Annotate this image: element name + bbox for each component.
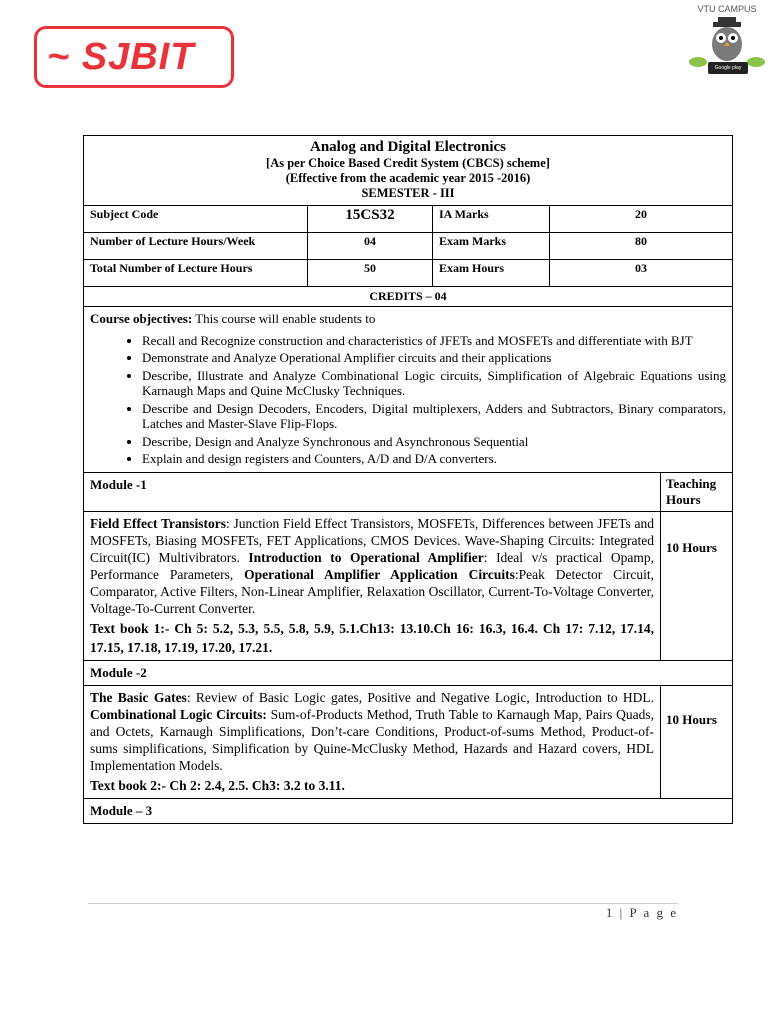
list-item: • Demonstrate and Analyze Operational Amplifier circuits and their applications <box>142 350 726 366</box>
module-text: Sum-of-Products Method, Truth Table to Karnaugh Map, Pairs Quads, and Octets, Karnaugh Simplifications, Don’t-care Conditions, Product-of-sums Method, Product-of-sums simplifications, Simplification by Quine-McClusky Method, Hazards and Hazard covers, HDL Implementation Models. <box>90 706 655 773</box>
module-1-hours: 10 Hours <box>660 512 732 660</box>
info-value: 03 <box>550 260 733 287</box>
module-text: :Peak Detector Circuit, Comparator, Active Filters, Non-Linear Amplifier, Relaxation Oscillator, Current-To-Voltage Converter, Voltage-To-Current Converter. <box>90 566 655 616</box>
vtu-campus-badge <box>686 2 768 80</box>
module-text: : Junction Field Effect Transistors, MOSFETs, Differences between JFETs and MOSFETs, Biasing MOSFETs, FET Applications, CMOS Devices. Wave-Shaping Circuits: Integrated Circuit(IC) Multivibrators. <box>90 515 655 565</box>
module-3-heading-row <box>84 799 732 823</box>
footer-divider <box>88 903 678 904</box>
vtu-campus-title: VTU CAMPUS <box>697 4 757 14</box>
credits-row: CREDITS – 04 <box>84 287 732 307</box>
semester-line: SEMESTER - III <box>361 186 455 200</box>
module-1-textbook: Text book 1:- Ch 5: 5.2, 5.3, 5.5, 5.8, 5.9, 5.1.Ch13: 13.10.Ch 16: 16.3, 16.4. Ch 17: 7.12, 17.14, 17.15, 17.18, 17.19, 17.20, 17.21. <box>90 620 654 655</box>
topic-combinational-logic: Combinational Logic Circuits: <box>90 706 267 722</box>
objectives-label: Course objectives: <box>90 311 193 326</box>
module-text: : Ideal v/s practical Opamp, Performance Parameters, <box>90 549 654 582</box>
info-label: Total Number of Lecture Hours <box>84 260 308 287</box>
course-title: Analog and Digital Electronics <box>310 139 506 155</box>
info-label: Subject Code <box>84 206 308 233</box>
page-number: 1 | P a g e <box>605 905 678 920</box>
module-3-heading: Module – 3 <box>90 802 153 818</box>
info-label: Exam Hours <box>433 260 550 287</box>
topic-basic-gates: The Basic Gates <box>90 689 187 705</box>
syllabus-header <box>84 136 732 206</box>
effective-year-line: (Effective from the academic year 2015 -2016) <box>285 171 531 185</box>
table-row <box>84 260 732 287</box>
list-item: • Recall and Recognize construction and characteristics of JFETs and MOSFETs and differentiate with BJT <box>142 333 726 349</box>
module-2-heading: Module -2 <box>90 664 147 680</box>
logo-text: ~ SJBIT <box>47 35 195 78</box>
module-2-hours: 10 Hours <box>660 686 732 798</box>
module-1-content-row <box>84 512 732 661</box>
subject-code: 15CS32 <box>308 206 433 233</box>
topic-opamp-application-circuits: Operational Amplifier Application Circuits <box>244 566 515 582</box>
topic-operational-amplifier: Introduction to Operational Amplifier <box>248 549 484 565</box>
module-2-content-row <box>84 686 732 799</box>
module-2-content <box>84 686 660 798</box>
module-2-textbook: Text book 2:- Ch 2: 2.4, 2.5. Ch3: 3.2 to 3.11. <box>90 777 345 793</box>
objectives-list <box>90 333 726 467</box>
table-row <box>84 233 732 260</box>
objectives-intro: This course will enable students to <box>192 311 376 326</box>
list-item: • Explain and design registers and Counters, A/D and D/A converters. <box>142 451 726 467</box>
google-play-badge: Google play <box>708 62 748 74</box>
course-objectives <box>84 307 732 473</box>
topic-field-effect-transistors: Field Effect Transistors <box>90 515 226 531</box>
info-value: 80 <box>550 233 733 260</box>
info-label: Exam Marks <box>433 233 550 260</box>
info-label: Number of Lecture Hours/Week <box>84 233 308 260</box>
syllabus-document <box>83 135 733 824</box>
teaching-hours-label: Teaching Hours <box>660 473 732 511</box>
info-value: 50 <box>308 260 433 287</box>
module-1-content <box>84 512 660 660</box>
table-row <box>84 206 732 233</box>
list-item: • Describe, Design and Analyze Synchronous and Asynchronous Sequential <box>142 434 726 450</box>
sjbit-logo <box>34 26 234 88</box>
module-1-heading-row <box>84 473 732 512</box>
module-1-heading: Module -1 <box>90 476 147 492</box>
module-text: : Review of Basic Logic gates, Positive and Negative Logic, Introduction to HDL. <box>186 689 655 705</box>
module-2-heading-row <box>84 661 732 686</box>
info-value: 20 <box>550 206 733 233</box>
cbcs-line: [As per Choice Based Credit System (CBCS) scheme] <box>266 156 550 170</box>
list-item: • Describe and Design Decoders, Encoders, Digital multiplexers, Adders and Subtractors, Binary comparators, Latches and Master-Slave Flip-Flops. <box>142 401 726 432</box>
info-label: IA Marks <box>433 206 550 233</box>
course-info-table <box>84 206 732 287</box>
info-value: 04 <box>308 233 433 260</box>
list-item: • Describe, Illustrate and Analyze Combinational Logic circuits, Simplification of Algebraic Equations using Karnaugh Maps and Quine McClusky Techniques. <box>142 368 726 399</box>
